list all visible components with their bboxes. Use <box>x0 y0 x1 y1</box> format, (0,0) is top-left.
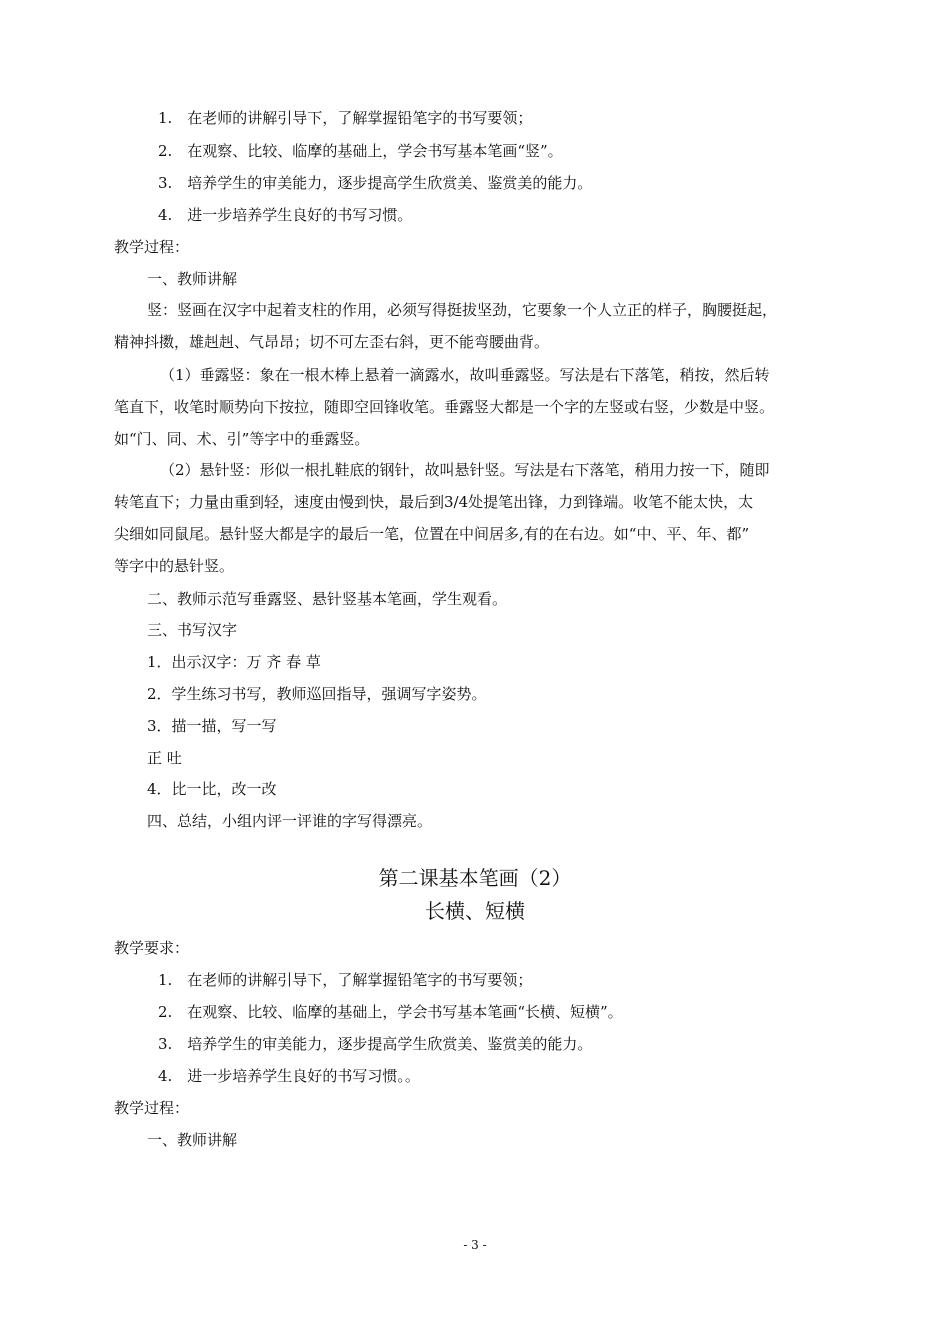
lesson2-objective-2: 2. 在观察、比较、临摩的基础上，学会书写基本笔画“长横、短横”。 <box>158 1003 623 1021</box>
para-xuanzhen-line-2: 转笔直下；力量由重到轻，速度由慢到快，最后到3/4处提笔出锋，力到锋端。收笔不能太快，太 <box>114 493 754 511</box>
lesson2-objective-4: 4. 进一步培养学生良好的书写习惯。。 <box>158 1067 420 1085</box>
lesson2-section-1: 一、教师讲解 <box>147 1131 238 1149</box>
lesson1-process-label: 教学过程： <box>114 238 190 256</box>
page-number: - 3 - <box>463 1238 487 1252</box>
para-xuanzhen-line-3: 尖细如同鼠尾。悬针竖大都是字的最后一笔，位置在中间居多,有的在右边。如“中、平、年、都” <box>114 525 750 543</box>
lesson1-step-3-chars: 正 吐 <box>147 749 182 767</box>
lesson1-step-4: 4．比一比，改一改 <box>147 780 277 798</box>
para-chuilu-line-1: （1）垂露竖：象在一根木棒上悬着一滴露水，故叫垂露竖。写法是右下落笔，稍按，然后转 <box>160 366 770 384</box>
lesson1-section-4: 四、总结，小组内评一评谁的字写得漂亮。 <box>147 812 433 830</box>
lesson1-step-2: 2．学生练习书写，教师巡回指导，强调写字姿势。 <box>147 685 487 703</box>
para-chuilu-line-3: 如“门、同、术、引”等字中的垂露竖。 <box>114 430 370 448</box>
lesson2-objective-3: 3. 培养学生的审美能力，逐步提高学生欣赏美、鉴赏美的能力。 <box>158 1035 593 1053</box>
lesson2-objective-1: 1. 在老师的讲解引导下，了解掌握铅笔字的书写要领； <box>158 971 533 989</box>
para-chuilu-line-2: 笔直下，收笔时顺势向下按拉，随即空回锋收笔。垂露竖大都是一个字的左竖或右竖，少数是中竖。 <box>114 398 775 416</box>
para-xuanzhen-line-1: （2）悬针竖：形似一根扎鞋底的钢针，故叫悬针竖。写法是右下落笔，稍用力按一下，随即 <box>160 461 770 479</box>
lesson1-section-2: 二、教师示范写垂露竖、悬针竖基本笔画，学生观看。 <box>147 590 508 608</box>
lesson2-subtitle: 长横、短横 <box>425 899 525 923</box>
para-shu-line-1: 竖：竖画在汉字中起着支柱的作用，必须写得挺拔坚劲，它要象一个人立正的样子，胸腰挺起， <box>147 301 778 319</box>
para-xuanzhen-line-4: 等字中的悬针竖。 <box>114 557 235 575</box>
para-shu-line-2: 精神抖擞，雄赳赳、气昂昂；切不可左歪右斜，更不能弯腰曲背。 <box>114 333 550 351</box>
lesson1-step-3: 3．描一描，写一写 <box>147 717 277 735</box>
lesson2-process-label: 教学过程： <box>114 1099 190 1117</box>
lesson1-objective-3: 3. 培养学生的审美能力，逐步提高学生欣赏美、鉴赏美的能力。 <box>158 174 593 192</box>
lesson1-objective-4: 4. 进一步培养学生良好的书写习惯。 <box>158 206 413 224</box>
lesson1-step-1: 1．出示汉字：万 齐 春 草 <box>147 653 321 671</box>
lesson2-title: 第二课基本笔画（2） <box>378 866 572 890</box>
lesson2-requirements-label: 教学要求： <box>114 939 190 957</box>
lesson1-objective-1: 1. 在老师的讲解引导下，了解掌握铅笔字的书写要领； <box>158 109 533 127</box>
lesson1-section-1: 一、教师讲解 <box>147 270 238 288</box>
lesson1-section-3: 三、书写汉字 <box>147 621 238 639</box>
lesson1-objective-2: 2. 在观察、比较、临摩的基础上，学会书写基本笔画“竖”。 <box>158 142 563 160</box>
